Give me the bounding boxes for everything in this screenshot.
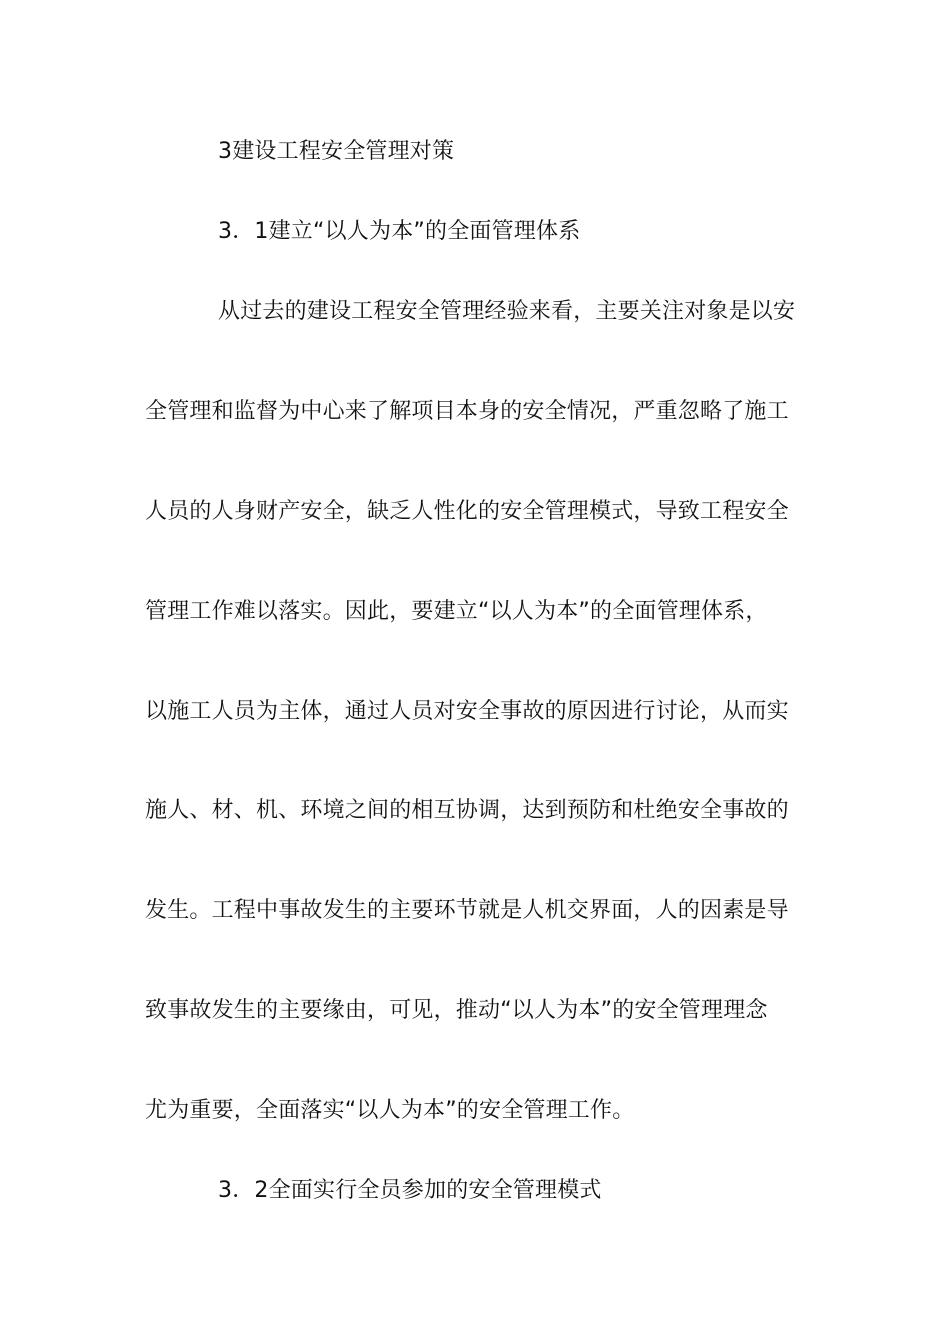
paragraph-line: 从过去的建设工程安全管理经验来看，主要关注对象是以安 bbox=[218, 299, 796, 324]
paragraph-line: 全管理和监督为中心来了解项目本身的安全情况，严重忽略了施工 bbox=[145, 399, 789, 424]
paragraph-line: 以施工人员为主体，通过人员对安全事故的原因进行讨论，从而实 bbox=[145, 699, 789, 724]
paragraph-line: 施人、材、机、环境之间的相互协调，达到预防和杜绝安全事故的 bbox=[145, 798, 789, 823]
paragraph-line: 管理工作难以落实。因此，要建立“以人为本”的全面管理体系， bbox=[145, 599, 768, 624]
paragraph-line: 致事故发生的主要缘由，可见，推动“以人为本”的安全管理理念 bbox=[145, 998, 768, 1023]
subsection-heading-1: 3．1建立“以人为本”的全面管理体系 bbox=[218, 219, 581, 244]
paragraph-line: 发生。工程中事故发生的主要环节就是人机交界面，人的因素是导 bbox=[145, 898, 789, 923]
paragraph-line: 尤为重要，全面落实“以人为本”的安全管理工作。 bbox=[145, 1098, 635, 1123]
section-heading: 3建设工程安全管理对策 bbox=[218, 139, 455, 164]
subsection-heading-2: 3．2全面实行全员参加的安全管理模式 bbox=[218, 1178, 602, 1203]
paragraph-line: 人员的人身财产安全，缺乏人性化的安全管理模式，导致工程安全 bbox=[145, 499, 789, 524]
